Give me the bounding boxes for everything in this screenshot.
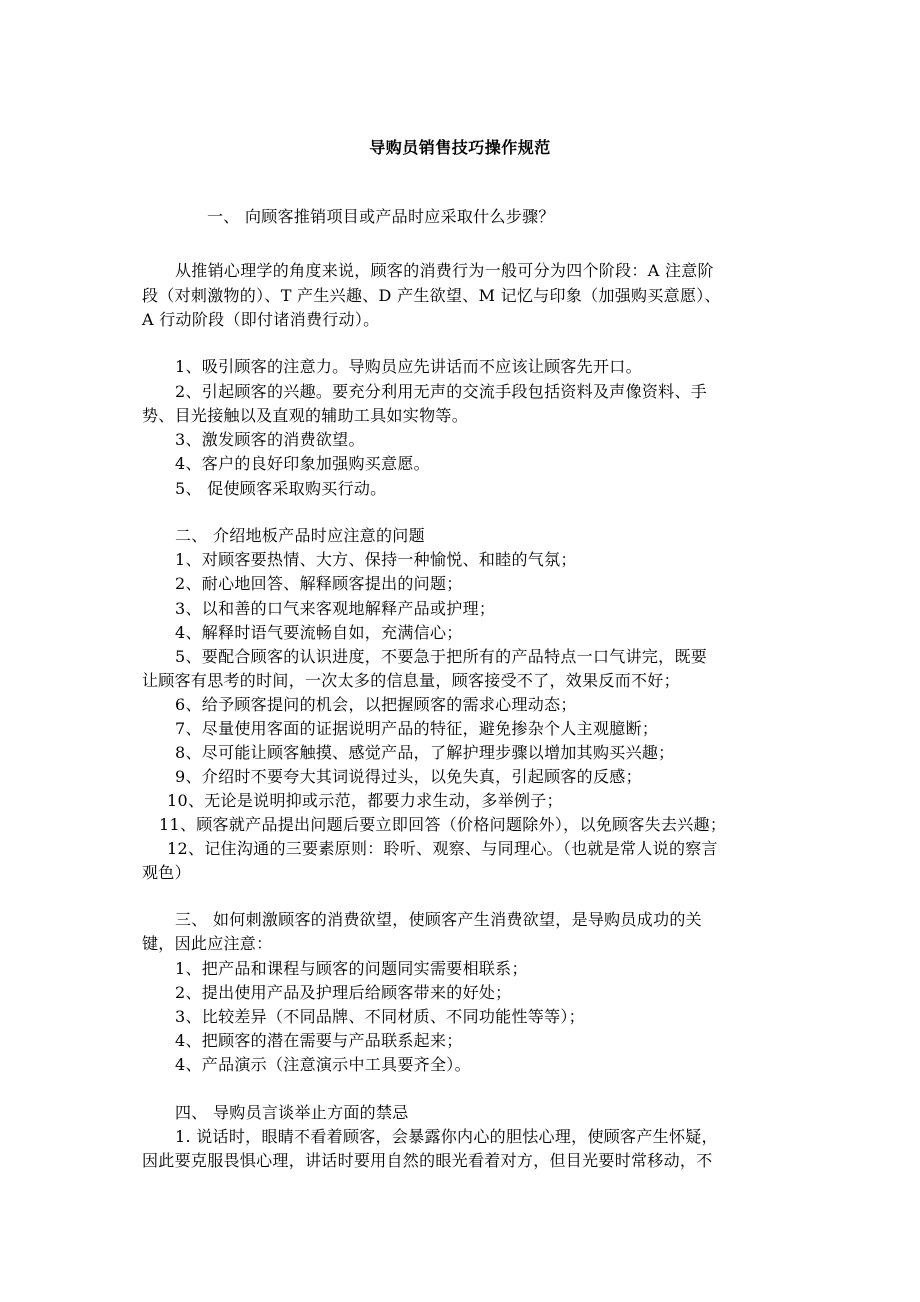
list-item: 势、目光接触以及直观的辅助工具如实物等。 <box>142 406 469 425</box>
list-item: 5、 促使顾客采取购买行动。 <box>175 479 387 498</box>
list-item: 3、以和善的口气来客观地解释产品或护理； <box>175 599 496 618</box>
list-item: 1、把产品和课程与顾客的问题同实需要相联系； <box>175 959 528 978</box>
list-item: 观色） <box>142 863 191 882</box>
paragraph-line: 段（对刺激物的）、T 产生兴趣、D 产生欲望、M 记忆与印象（加强购买意愿）、 <box>142 286 721 305</box>
list-item: 5、要配合顾客的认识进度，不要急于把所有的产品特点一口气讲完，既要 <box>175 647 708 666</box>
list-item: 1、对顾客要热情、大方、保持一种愉悦、和睦的气氛； <box>175 550 577 569</box>
list-item: 12、记住沟通的三要素原则：聆听、观察、与同理心。（也就是常人说的察言 <box>167 839 718 858</box>
section-heading-4: 四、 导购员言谈举止方面的禁忌 <box>175 1103 409 1122</box>
list-item: 3、比较差异（不同品牌、不同材质、不同功能性等等）； <box>175 1007 585 1026</box>
list-item: 11、顾客就产品提出问题后要立即回答（价格问题除外），以免顾客失去兴趣； <box>159 815 727 834</box>
list-item: 2、耐心地回答、解释顾客提出的问题； <box>175 574 463 593</box>
list-item: 10、无论是说明抑或示范，都要力求生动，多举例子； <box>167 791 563 810</box>
list-item: 1. 说话时，眼睛不看着顾客，会暴露你内心的胆怯心理，使顾客产生怀疑， <box>175 1127 718 1146</box>
paragraph-line: A 行动阶段（即付诸消费行动）。 <box>142 310 380 329</box>
list-item: 因此要克服畏惧心理，讲话时要用自然的眼光看着对方，但目光要时常移动，不 <box>142 1151 713 1170</box>
section-heading-3-cont: 键，因此应注意： <box>142 934 273 953</box>
list-item: 8、尽可能让顾客触摸、感觉产品，了解护理步骤以增加其购买兴趣； <box>175 743 675 762</box>
list-item: 4、把顾客的潜在需要与产品联系起来； <box>175 1031 463 1050</box>
list-item: 1、吸引顾客的注意力。导购员应先讲话而不应该让顾客先开口。 <box>175 357 642 376</box>
list-item: 让顾客有思考的时间，一次太多的信息量，顾客接受不了，效果反而不好； <box>142 671 680 690</box>
document-title: 导购员销售技巧操作规范 <box>369 138 551 157</box>
section-heading-3: 三、 如何刺激顾客的消费欲望，使顾客产生消费欲望，是导购员成功的关 <box>175 910 702 929</box>
list-item: 6、给予顾客提问的机会，以把握顾客的需求心理动态； <box>175 695 577 714</box>
list-item: 7、尽量使用客面的证据说明产品的特征，避免掺杂个人主观臆断； <box>175 719 659 738</box>
list-item: 2、引起顾客的兴趣。要充分利用无声的交流手段包括资料及声像资料、手 <box>175 382 708 401</box>
section-heading-1: 一、 向顾客推销项目或产品时应采取什么步骤？ <box>207 207 555 226</box>
list-item: 2、提出使用产品及护理后给顾客带来的好处； <box>175 983 512 1002</box>
list-item: 4、解释时语气要流畅自如，充满信心； <box>175 623 463 642</box>
list-item: 4、产品演示（注意演示中工具要齐全）。 <box>175 1055 471 1074</box>
list-item: 9、介绍时不要夸大其词说得过头，以免失真，引起顾客的反感； <box>175 767 642 786</box>
paragraph-line: 从推销心理学的角度来说，顾客的消费行为一般可分为四个阶段：A 注意阶 <box>175 261 714 280</box>
list-item: 3、激发顾客的消费欲望。 <box>175 430 365 449</box>
list-item: 4、客户的良好印象加强购买意愿。 <box>175 454 430 473</box>
section-heading-2: 二、 介绍地板产品时应注意的问题 <box>175 526 425 545</box>
